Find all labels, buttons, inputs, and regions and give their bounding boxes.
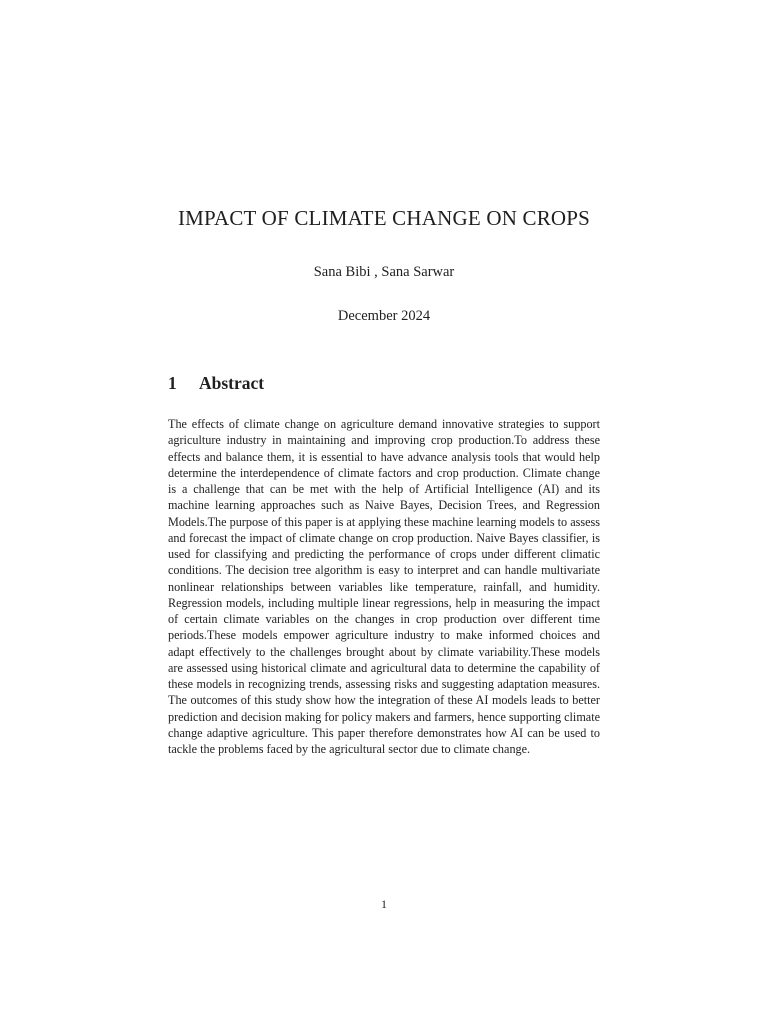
paper-date: December 2024 [337,308,431,324]
section-title: Abstract [199,373,265,393]
paper-authors: Sana Bibi , Sana Sarwar [313,264,455,280]
page-number: 1 [381,897,387,911]
abstract-text: The effects of climate change on agriculture demand innovative strategies to support agriculture industry in maintaining and improving crop production.To address these effects and balance them, it is essential to have advance analysis tools that would help determine the interdependence of climate factors and crop production. Climate change is a challenge that can be met with the help of Artificial Intelligence (AI) and its machine learning approaches such as Naive Bayes, Decision Trees, and Regression Models.The purpose of this paper is at applying these machine learning models to assess and forecast the impact of climate change on crop production. Naive Bayes classifier, is used for classifying and predicting the performance of crops under different climatic conditions. The decision tree algorithm is easy to interpret and can handle multivariate nonlinear relationships between variables like temperature, rainfall, and humidity. Regression models, including multiple linear regressions, help in measuring the impact of certain climate variables on the changes in crop production over different time periods.These models empower agriculture industry to make informed choices and adapt effectively to the challenges brought about by climate variability.These models are assessed using historical climate and agricultural data to determine the capability of these models in recognizing trends, assessing risks and suggesting adaptation measures. The outcomes of this study show how the integration of these AI models leads to better prediction and decision making for policy makers and farmers, hence supporting climate change adaptive agriculture. This paper therefore demonstrates how AI can be used to tackle the problems faced by the agricultural sector due to climate change. [168,417,600,756]
section-number: 1 [168,373,177,393]
paper-title: IMPACT OF CLIMATE CHANGE ON CROPS [177,206,591,230]
section-heading-abstract [168,373,264,394]
